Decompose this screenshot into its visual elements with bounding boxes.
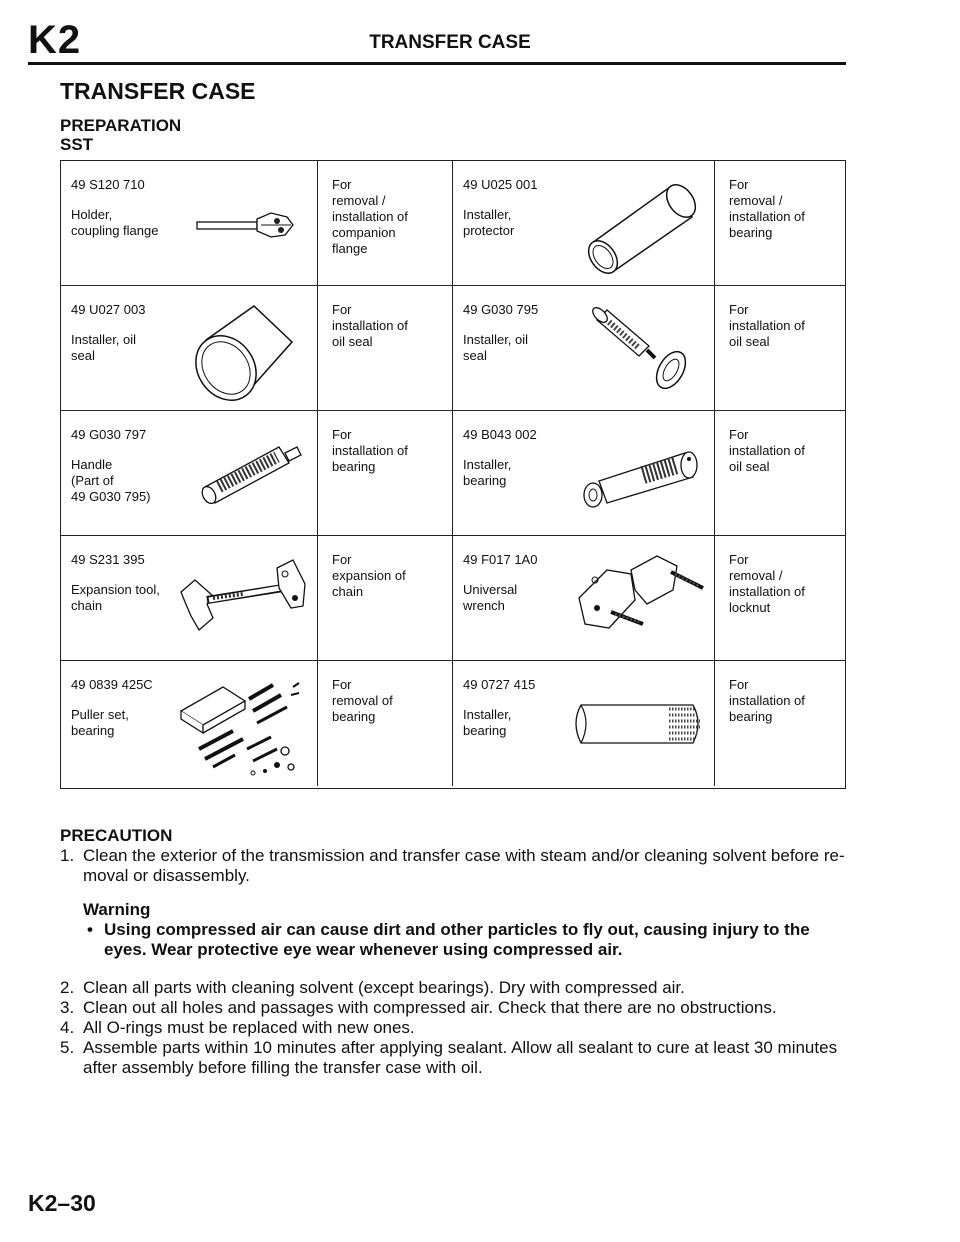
precaution-item — [60, 978, 850, 998]
part-number: 49 U025 001 — [463, 177, 538, 192]
header-title: TRANSFER CASE — [369, 32, 531, 53]
tool-use: For installation of oil seal — [332, 302, 408, 349]
sst-tool-cell — [453, 536, 715, 660]
sst-tool-cell — [453, 161, 715, 285]
item-text: Assemble parts within 10 minutes after applying sealant. Allow all sealant to cure at least 30 minutes after assembly before filling the transfer case with oil. — [83, 1038, 838, 1077]
tool-use: For removal / installation of companion flange — [332, 177, 408, 256]
part-number: 49 S120 710 — [71, 177, 145, 192]
tool-name: Installer, bearing — [463, 457, 512, 488]
sst-tool-cell — [453, 661, 715, 786]
warning-heading: Warning — [83, 900, 151, 919]
sst-use-cell — [318, 411, 453, 535]
sst-use-cell — [715, 661, 845, 786]
item-number: 5. — [60, 1038, 75, 1057]
precaution-item — [60, 998, 850, 1018]
tool-use: For installation of oil seal — [729, 427, 805, 474]
tool-use: For removal / installation of locknut — [729, 552, 805, 615]
sst-use-cell — [318, 161, 453, 285]
page-heading: TRANSFER CASE — [60, 78, 256, 104]
sst-tool-cell — [453, 411, 715, 535]
sst-use-cell — [318, 536, 453, 660]
item-number: 3. — [60, 998, 75, 1017]
sst-tool-cell — [61, 411, 318, 535]
part-number: 49 G030 795 — [463, 302, 539, 317]
tool-use: For removal / installation of bearing — [729, 177, 805, 240]
sst-tool-cell — [61, 286, 318, 410]
precaution-item — [60, 1018, 850, 1038]
tool-use: For removal of bearing — [332, 677, 393, 724]
tool-name: Installer, protector — [463, 207, 515, 238]
item-number: 1. — [60, 846, 75, 865]
bullet-icon: • — [87, 920, 93, 939]
sst-tool-cell — [61, 661, 318, 786]
precaution-item — [60, 1038, 850, 1078]
item-number: 2. — [60, 978, 75, 997]
part-number: 49 B043 002 — [463, 427, 537, 442]
part-number: 49 G030 797 — [71, 427, 147, 442]
part-number: 49 S231 395 — [71, 552, 145, 567]
oil-seal-installer-handle-icon — [585, 300, 695, 400]
part-number: 49 0727 415 — [463, 677, 536, 692]
coupling-flange-holder-icon — [191, 205, 301, 245]
sst-use-cell — [715, 536, 845, 660]
warning-bullet — [83, 920, 853, 960]
sst-use-cell — [715, 286, 845, 410]
tool-name: Handle (Part of 49 G030 795) — [71, 457, 151, 504]
universal-wrench-icon — [571, 550, 711, 640]
tool-name: Universal wrench — [463, 582, 518, 613]
tool-use: For expansion of chain — [332, 552, 406, 599]
item-text: Clean all parts with cleaning solvent (except bearings). Dry with compressed air. — [83, 978, 685, 997]
sst-row — [61, 286, 845, 411]
sst-row — [61, 661, 845, 786]
tool-name: Installer, oil seal — [463, 332, 529, 363]
sst-row — [61, 536, 845, 661]
subheading-preparation: PREPARATION — [60, 116, 182, 135]
tool-name: Installer, bearing — [463, 707, 512, 738]
sst-use-cell — [715, 411, 845, 535]
tool-use: For installation of bearing — [729, 677, 805, 724]
sst-use-cell — [318, 661, 453, 786]
item-text: Clean the exterior of the transmission and transfer case with steam and/or cleaning solvent before re-moval or disassembly. — [83, 846, 845, 885]
subheading-sst: SST — [60, 135, 94, 154]
item-text: Clean out all holes and passages with compressed air. Check that there are no obstructions. — [83, 998, 777, 1017]
tool-name: Installer, oil seal — [71, 332, 137, 363]
header-rule — [28, 62, 846, 65]
tool-name: Puller set, bearing — [71, 707, 129, 738]
sst-use-cell — [318, 286, 453, 410]
tool-use: For installation of oil seal — [729, 302, 805, 349]
sst-use-cell — [715, 161, 845, 285]
sst-table — [60, 160, 846, 789]
section-code: K2 — [28, 18, 82, 62]
precaution-heading: PRECAUTION — [60, 826, 173, 845]
tool-name: Holder, coupling flange — [71, 207, 159, 238]
sst-tool-cell — [61, 536, 318, 660]
warning-text: Using compressed air can cause dirt and other particles to fly out, causing injury to the eyes. Wear protective eye wear whenever using compressed air. — [104, 920, 810, 959]
part-number: 49 U027 003 — [71, 302, 146, 317]
page-code: K2–30 — [28, 1190, 96, 1216]
oil-seal-installer-icon — [186, 296, 301, 406]
handle-icon — [189, 433, 309, 508]
protector-installer-icon — [578, 169, 703, 279]
item-text: All O-rings must be replaced with new ones. — [83, 1018, 415, 1037]
sst-row — [61, 411, 845, 536]
part-number: 49 F017 1A0 — [463, 552, 538, 567]
part-number: 49 0839 425C — [71, 677, 153, 692]
sst-tool-cell — [61, 161, 318, 285]
tool-use: For installation of bearing — [332, 427, 408, 474]
bearing-installer-knurled-icon — [571, 699, 711, 749]
precaution-item — [60, 846, 850, 886]
bearing-installer-icon — [571, 437, 706, 512]
tool-name: Expansion tool, chain — [71, 582, 160, 613]
item-number: 4. — [60, 1018, 75, 1037]
sst-row — [61, 161, 845, 286]
bearing-puller-set-icon — [173, 669, 313, 781]
sst-tool-cell — [453, 286, 715, 410]
chain-expansion-tool-icon — [173, 554, 313, 639]
